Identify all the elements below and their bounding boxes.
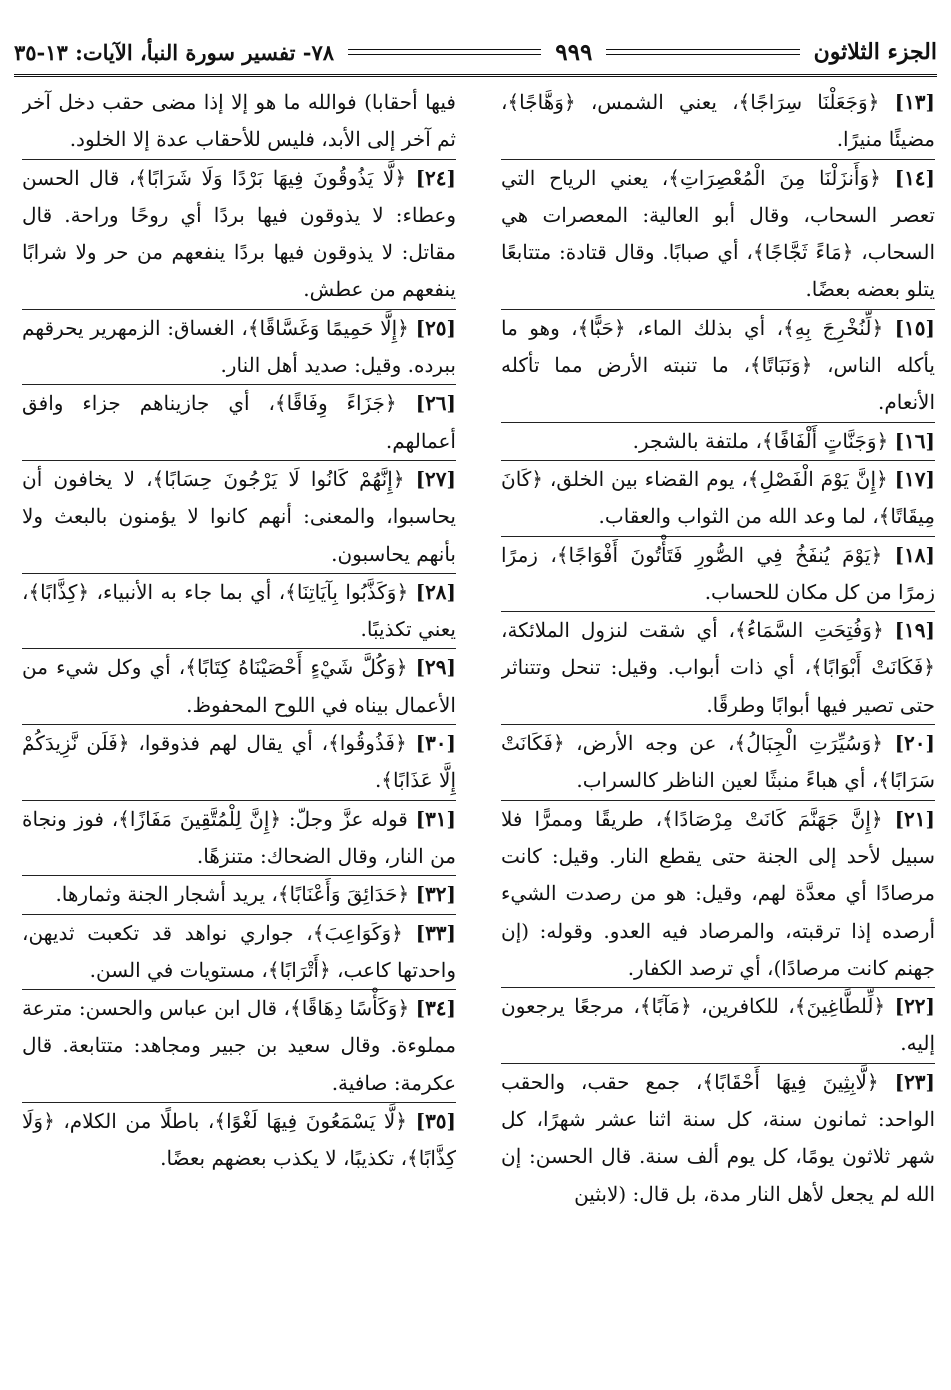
right-column: [501, 84, 935, 1366]
verse-number: [٣٢]: [415, 882, 456, 907]
verse-number: [٣٣]: [415, 920, 456, 945]
verse-commentary: فيها أحقابا) فوالله ما هو إلا إذا مضى حقب دخل آخر ثم آخر إلى الأبد، فليس للأحقاب عدة إلا الخلود.: [22, 90, 456, 152]
verse-paragraph: [22, 159, 456, 309]
verse-paragraph: [22, 309, 456, 385]
verse-commentary: ﴿وَجَنَّاتٍ أَلْفَافًا﴾، ملتفة بالشجر.: [632, 428, 889, 453]
verse-paragraph: [22, 573, 456, 649]
verse-paragraph: [22, 460, 456, 573]
verse-commentary: ﴿إِنَّهُمْ كَانُوا لَا يَرْجُونَ حِسَابًا﴾، لا يخافون أن يحاسبوا، والمعنى: أنهم كانوا لا يؤمنون بالبعث ولا بأنهم يحاسبون.: [22, 466, 456, 566]
verse-commentary: ﴿جَزَاءً وِفَاقًا﴾، أي جازيناهم جزاء وافق أعمالهم.: [22, 391, 456, 453]
verse-paragraph: [501, 460, 935, 536]
page-header: [14, 30, 937, 77]
verse-paragraph: [501, 309, 935, 422]
verse-paragraph: [501, 84, 935, 159]
verse-paragraph: [501, 987, 935, 1063]
verse-paragraph: [22, 800, 456, 876]
verse-paragraph: [22, 724, 456, 800]
verse-commentary: ﴿وَجَعَلْنَا سِرَاجًا﴾، يعني الشمس، ﴿وَهَّاجًا﴾، مضيئًا منيرًا.: [501, 90, 935, 152]
verse-number: [١٩]: [894, 618, 935, 643]
verse-commentary: ﴿إِلَّا حَمِيمًا وَغَسَّاقًا﴾، الغساق: الزمهرير يحرقهم ببرده. وقيل: صديد أهل النار.: [22, 315, 456, 378]
verse-paragraph: [501, 611, 935, 724]
verse-paragraph: [22, 1102, 456, 1178]
verse-number: [٢٠]: [894, 731, 935, 756]
verse-number: [١٨]: [894, 542, 935, 567]
verse-commentary: ﴿وَأَنزَلْنَا مِنَ الْمُعْصِرَاتِ﴾، يعني الرياح التي تعصر السحاب، وقال أبو العالية: المعصرات هي السحاب، ﴿مَاءً ثَجَّاجًا﴾، أي صبابًا. وقال قتادة: متتابعًا يتلو بعضه بعضًا.: [501, 165, 935, 302]
verse-paragraph: [22, 384, 456, 460]
verse-commentary: ﴿فَذُوقُوا﴾، أي يقال لهم فذوقوا، ﴿فَلَن نَّزِيدَكُمْ إِلَّا عَذَابًا﴾.: [22, 731, 456, 793]
verse-commentary: ﴿يَوْمَ يُنفَخُ فِي الصُّورِ فَتَأْتُونَ أَفْوَاجًا﴾، زمرًا زمرًا من كل مكان للحساب.: [501, 542, 935, 604]
verse-number: [٢٧]: [415, 466, 456, 491]
verse-paragraph: [501, 536, 935, 612]
verse-commentary: ﴿لَّا يَسْمَعُونَ فِيهَا لَغْوًا﴾، باطلًا من الكلام، ﴿وَلَا كِذَّابًا﴾، تكذيبًا، لا يكذب بعضهم بعضًا.: [22, 1109, 456, 1171]
verse-number: [٢٦]: [415, 391, 456, 416]
verse-number: [٣١]: [415, 806, 456, 831]
verse-commentary: قوله عزَّ وجلّ: ﴿إِنَّ لِلْمُتَّقِينَ مَفَازًا﴾، فوز ونجاة من النار، وقال الضحاك: متنزهًا.: [22, 806, 456, 868]
verse-paragraph: [501, 1063, 935, 1213]
header-rule: [606, 49, 799, 55]
verse-number: [٢٣]: [894, 1069, 935, 1094]
verse-number: [١٣]: [894, 90, 935, 114]
verse-paragraph: [22, 914, 456, 990]
verse-number: [١٦]: [894, 428, 935, 453]
verse-commentary: ﴿لِّلطَّاغِينَ﴾، للكافرين، ﴿مَآبًا﴾، مرجعًا يرجعون إليه.: [501, 994, 935, 1056]
verse-number: [٢١]: [894, 806, 935, 831]
verse-number: [٢٨]: [415, 579, 456, 604]
verse-commentary: ﴿لِّنُخْرِجَ بِهِ﴾، أي بذلك الماء، ﴿حَبًّا﴾، وهو ما يأكله الناس، ﴿وَنَبَاتًا﴾، ما تنبته الأرض مما تأكله الأنعام.: [501, 315, 935, 415]
verse-number: [٣٥]: [415, 1109, 456, 1134]
verse-paragraph: [22, 84, 456, 159]
part-label: الجزء الثلاثون: [813, 39, 937, 65]
header-rule: [348, 49, 541, 55]
verse-paragraph: [22, 989, 456, 1102]
verse-commentary: ﴿لَّابِثِينَ فِيهَا أَحْقَابًا﴾، جمع حقب، والحقب الواحد: ثمانون سنة، كل سنة اثنا عشر شهرًا، كل شهر ثلاثون يومًا، كل يوم ألف سنة. قال الحسن: إن الله لم يجعل لأهل النار مدة، بل قال: (لابثين: [501, 1069, 935, 1206]
verse-commentary: ﴿إِنَّ يَوْمَ الْفَصْلِ﴾، يوم القضاء بين الخلق، ﴿كَانَ مِيقَاتًا﴾، لما وعد الله من الثواب والعقاب.: [501, 466, 935, 529]
verse-number: [٣٠]: [415, 731, 456, 756]
verse-number: [٣٤]: [415, 996, 456, 1021]
verse-commentary: ﴿حَدَائِقَ وَأَعْنَابًا﴾، يريد أشجار الجنة وثمارها.: [55, 882, 410, 907]
verse-number: [١٧]: [894, 466, 935, 491]
surah-title: ٧٨- تفسير سورة النبأ، الآيات: ١٣-٣٥: [13, 39, 335, 65]
verse-commentary: ﴿وَكَأْسًا دِهَاقًا﴾، قال ابن عباس والحسن: مترعة مملوءة. وقال سعيد بن جبير ومجاهد: متتابعة. قال عكرمة: صافية.: [22, 996, 456, 1095]
verse-commentary: ﴿وَكَذَّبُوا بِآيَاتِنَا﴾، أي بما جاء به الأنبياء، ﴿كِذَّابًا﴾، يعني تكذيبًا.: [22, 579, 456, 642]
verse-commentary: ﴿وَفُتِحَتِ السَّمَاءُ﴾، أي شقت لنزول الملائكة، ﴿فَكَانَتْ أَبْوَابًا﴾، أي ذات أبواب. وقيل: تنحل وتتناثر حتى تصير فيها أبوابًا وطرقًا.: [501, 618, 935, 717]
verse-number: [٢٥]: [415, 315, 456, 340]
verse-paragraph: [501, 800, 935, 987]
verse-paragraph: [501, 159, 935, 309]
verse-commentary: ﴿وَسُيِّرَتِ الْجِبَالُ﴾، عن وجه الأرض، ﴿فَكَانَتْ سَرَابًا﴾، أي هباءً منبثًا لعين الناظر كالسراب.: [501, 731, 935, 793]
verse-paragraph: [22, 875, 456, 913]
verse-number: [٢٢]: [894, 994, 935, 1019]
verse-commentary: ﴿وَكَوَاعِبَ﴾، جواري نواهد قد تكعبت ثديهن، واحدتها كاعب، ﴿أَتْرَابًا﴾، مستويات في السن.: [22, 920, 456, 982]
verse-paragraph: [501, 724, 935, 800]
verse-commentary: ﴿إِنَّ جَهَنَّمَ كَانَتْ مِرْصَادًا﴾، طريقًا وممرًّا فلا سبيل لأحد إلى الجنة حتى يقطع النار. وقيل: كانت مرصادًا أي معدَّة لهم، وقيل: هو من رصدت الشيء أرصده إذا ترقبته، والمرصاد فيه العدو. وقوله: (إن جهنم كانت مرصادًا)، أي ترصد الكفار.: [501, 806, 935, 980]
verse-number: [١٥]: [894, 315, 935, 340]
verse-paragraph: [22, 648, 456, 724]
verse-commentary: ﴿لَّا يَذُوقُونَ فِيهَا بَرْدًا وَلَا شَرَابًا﴾، قال الحسن وعطاء: لا يذوقون فيها بردًا أي روحًا وراحة. قال مقاتل: لا يذوقون فيها بردًا ينفعهم من حر ولا شرابًا ينفعهم من عطش.: [22, 165, 456, 302]
verse-number: [٢٤]: [415, 165, 456, 190]
verse-paragraph: [501, 422, 935, 460]
left-column: [22, 84, 456, 1366]
verse-number: [٢٩]: [415, 655, 456, 680]
verse-commentary: ﴿وَكُلَّ شَيْءٍ أَحْصَيْنَاهُ كِتَابًا﴾، أي وكل شيء من الأعمال بيناه في اللوح المحفوظ.: [22, 655, 456, 717]
verse-number: [١٤]: [894, 165, 935, 190]
page-number: ٩٩٩: [555, 38, 593, 66]
